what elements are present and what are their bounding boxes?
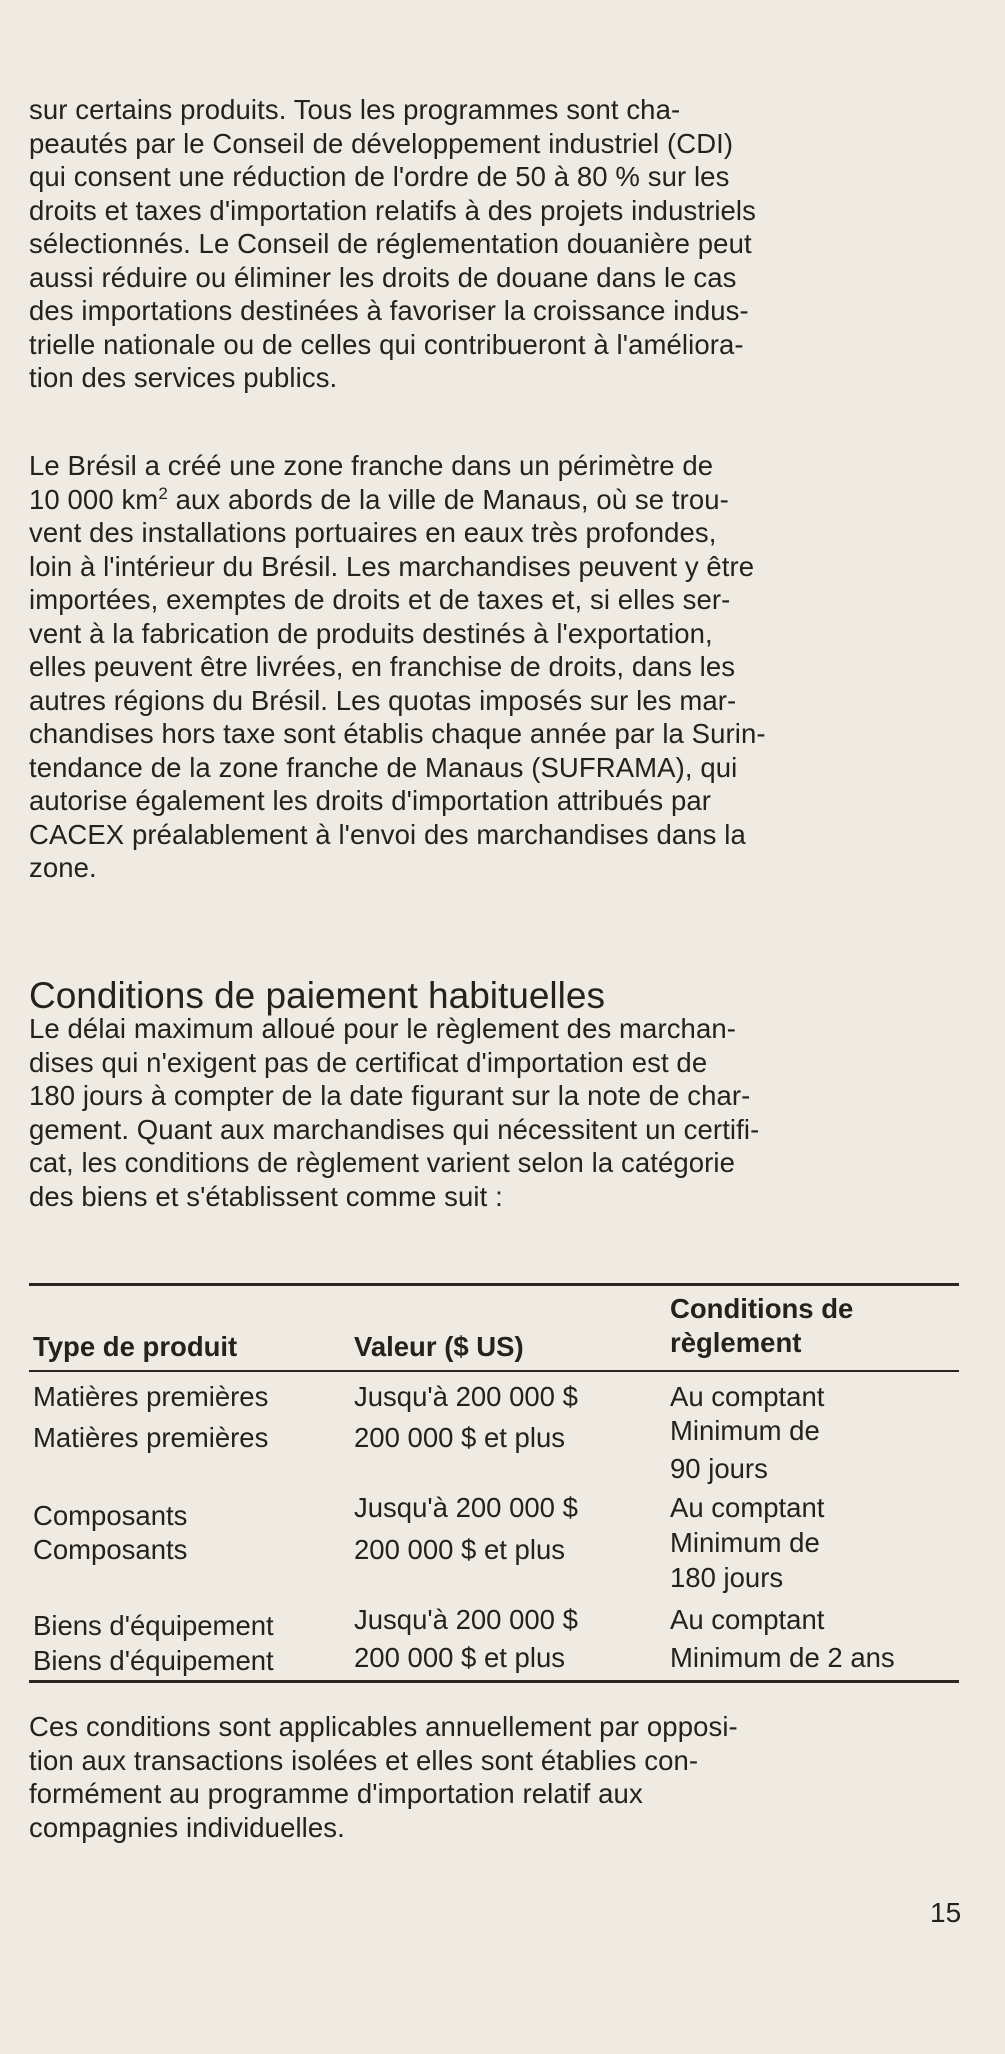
page-number: 15: [930, 1897, 962, 1928]
table-cell-value: 200 000 $ et plus: [354, 1642, 566, 1673]
text-line: sur certains produits. Tous les programmes sont cha-: [29, 94, 681, 125]
text-line: compagnies individuelles.: [29, 1811, 345, 1843]
table-cell-value: Jusqu'à 200 000 $: [354, 1492, 578, 1523]
text-line: cat, les conditions de règlement varient selon la catégorie: [29, 1147, 736, 1178]
text-line: tion aux transactions isolées et elles sont établies con-: [29, 1744, 699, 1776]
text-line: des biens et s'établissent comme suit :: [29, 1180, 503, 1212]
table-top-rule: [29, 1283, 959, 1286]
table-cell-type: Composants: [33, 1500, 188, 1531]
header-conditions: règlement: [670, 1327, 802, 1358]
text-line: vent à la fabrication de produits destinés à l'exportation,: [29, 617, 713, 649]
text-line: Ces conditions sont applicables annuellement par opposi-: [29, 1711, 738, 1742]
text-line: des importations destinées à favoriser la croissance indus-: [29, 295, 749, 326]
text-line: vent des installations portuaires en eaux très profondes,: [29, 517, 717, 548]
text-line: dises qui n'exigent pas de certificat d'importation est de: [29, 1046, 708, 1078]
table-cell-conditions: Au comptant: [670, 1492, 825, 1523]
table-cell-conditions: 180 jours: [670, 1562, 784, 1593]
text-line: qui consent une réduction de l'ordre de 50 à 80 % sur les: [29, 161, 730, 192]
text-line: zone.: [29, 852, 97, 883]
table-cell-type: Biens d'équipement: [33, 1645, 274, 1676]
table-cell-conditions: Au comptant: [670, 1604, 825, 1635]
table-cell-value: Jusqu'à 200 000 $: [354, 1381, 578, 1412]
table-cell-type: Matières premières: [33, 1381, 269, 1412]
text-line: tendance de la zone franche de Manaus (SUFRAMA), qui: [29, 751, 738, 783]
text-line: autres régions du Brésil. Les quotas imposés sur les mar-: [29, 684, 737, 716]
text-line: peautés par le Conseil de développement industriel (CDI): [29, 127, 734, 159]
table-cell-type: Biens d'équipement: [33, 1610, 274, 1641]
table-cell-value: 200 000 $ et plus: [354, 1422, 566, 1453]
table-cell-type: Matières premières: [33, 1422, 269, 1453]
closing-paragraph: [29, 1710, 959, 1844]
area-value: 10 000 km: [29, 483, 159, 515]
header-value: Valeur ($ US): [354, 1331, 524, 1362]
table-cell-conditions: Au comptant: [670, 1381, 825, 1412]
header-type: Type de produit: [33, 1331, 238, 1362]
table-cell-conditions: 90 jours: [670, 1453, 768, 1484]
text-line: autorise également les droits d'importation attribués par: [29, 785, 712, 816]
text-line: Le délai maximum alloué pour le règlement des marchan-: [29, 1013, 736, 1044]
area-exponent: 2: [158, 483, 168, 503]
text-line: chandises hors taxe sont établis chaque année par la Surin-: [29, 718, 766, 749]
table-cell-conditions: Minimum de 2 ans: [670, 1642, 895, 1673]
header-conditions: Conditions de: [670, 1293, 854, 1324]
text-fragment: aux abords de la ville de Manaus, où se trou-: [167, 483, 729, 515]
text-line: droits et taxes d'importation relatifs à des projets industriels: [29, 194, 756, 226]
text-line: aussi réduire ou éliminer les droits de douane dans le cas: [29, 261, 737, 293]
text-line: trielle nationale ou de celles qui contribueront à l'améliora-: [29, 328, 744, 360]
table-bottom-rule: [29, 1680, 959, 1683]
payment-terms-paragraph: [29, 1012, 959, 1213]
table-cell-value: Jusqu'à 200 000 $: [354, 1604, 578, 1635]
text-line: sélectionnés. Le Conseil de réglementation douanière peut: [29, 228, 752, 259]
text-line: Le Brésil a créé une zone franche dans un périmètre de: [29, 450, 714, 481]
table-cell-type: Composants: [33, 1534, 188, 1565]
text-line: tion des services publics.: [29, 362, 338, 393]
text-line: formément au programme d'importation relatif aux: [29, 1778, 643, 1809]
table-cell-conditions: Minimum de: [670, 1527, 820, 1558]
intro-paragraph: [29, 93, 959, 395]
text-line: importées, exemptes de droits et de taxes et, si elles ser-: [29, 584, 731, 615]
section-heading: Conditions de paiement habituelles: [29, 975, 605, 1016]
table-cell-value: 200 000 $ et plus: [354, 1534, 566, 1565]
text-line: loin à l'intérieur du Brésil. Les marchandises peuvent y être: [29, 550, 755, 582]
text-line: gement. Quant aux marchandises qui nécessitent un certifi-: [29, 1113, 760, 1145]
table-cell-conditions: Minimum de: [670, 1415, 820, 1446]
text-line: 180 jours à compter de la date figurant sur la note de char-: [29, 1080, 751, 1111]
text-line: elles peuvent être livrées, en franchise de droits, dans les: [29, 651, 736, 682]
free-zone-paragraph: [29, 449, 959, 885]
text-line: [29, 483, 959, 517]
text-line: CACEX préalablement à l'envoi des marchandises dans la: [29, 818, 746, 850]
table-header-rule: [29, 1370, 959, 1372]
